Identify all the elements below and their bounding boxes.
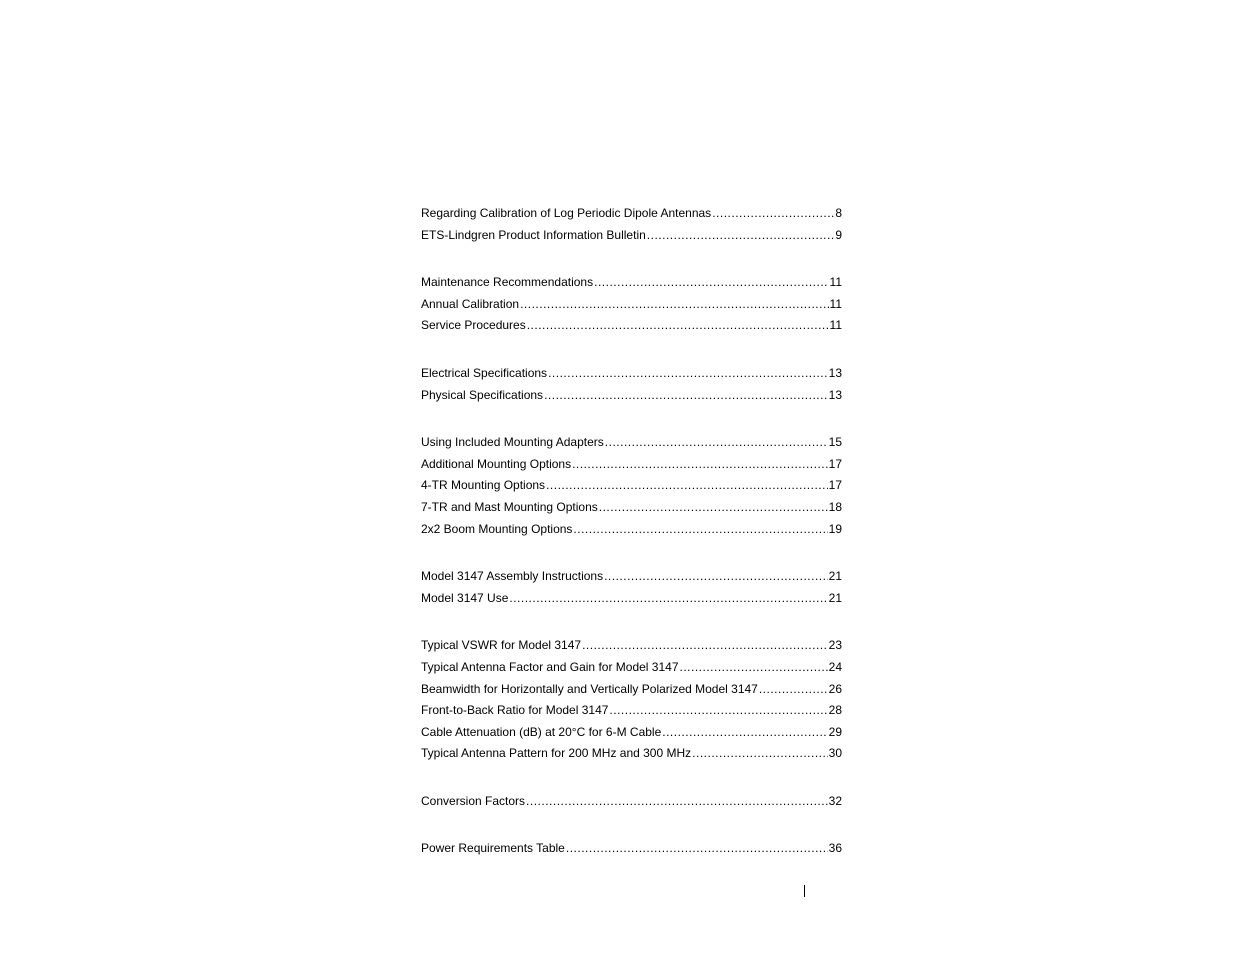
- toc-entry-title: Physical Specifications: [421, 387, 544, 402]
- toc-group: [421, 432, 842, 540]
- toc-entry[interactable]: [421, 743, 842, 765]
- toc-entry-title: Typical Antenna Pattern for 200 MHz and 300 MHz: [421, 746, 692, 761]
- toc-entry[interactable]: [421, 497, 842, 519]
- dot-leader: [546, 475, 828, 497]
- dot-leader: [680, 657, 828, 679]
- toc-group: [421, 363, 842, 406]
- toc-entry-page: 9: [835, 227, 842, 242]
- toc-entry-title: Service Procedures: [421, 318, 526, 333]
- toc-entry-page: 11: [829, 318, 842, 333]
- toc-entry-title: Front-to-Back Ratio for Model 3147: [421, 703, 609, 718]
- page-marker: [804, 885, 805, 897]
- toc-entry-page: 11: [829, 275, 842, 290]
- dot-leader: [566, 838, 828, 860]
- toc-entry[interactable]: [421, 294, 842, 316]
- toc-entry-page: 18: [828, 499, 842, 514]
- dot-leader: [526, 791, 828, 813]
- toc-entry-title: Using Included Mounting Adapters: [421, 435, 604, 450]
- dot-leader: [759, 679, 828, 701]
- toc-entry-title: Electrical Specifications: [421, 365, 548, 380]
- toc-entry-title: Regarding Calibration of Log Periodic Dipole Antennas: [421, 206, 712, 220]
- dot-leader: [527, 315, 829, 337]
- dot-leader: [712, 203, 834, 225]
- toc-entry[interactable]: [421, 203, 842, 225]
- toc-entry-page: 30: [828, 746, 842, 761]
- dot-leader: [692, 743, 827, 765]
- toc-entry-page: 19: [828, 521, 842, 536]
- dot-leader: [604, 566, 828, 588]
- toc-entry[interactable]: [421, 225, 842, 247]
- toc-entry[interactable]: [421, 791, 842, 813]
- toc-entry-title: Additional Mounting Options: [421, 456, 572, 471]
- toc-entry-title: 2x2 Boom Mounting Options: [421, 521, 573, 536]
- toc-entry[interactable]: [421, 679, 842, 701]
- toc-entry[interactable]: [421, 432, 842, 454]
- toc-entry-page: 11: [829, 296, 842, 311]
- toc-entry-page: 21: [828, 569, 842, 584]
- toc-entry-page: 13: [828, 365, 842, 380]
- toc-entry-page: 28: [828, 703, 842, 718]
- toc-entry-page: 17: [828, 456, 842, 471]
- toc-entry-title: 7-TR and Mast Mounting Options: [421, 499, 598, 514]
- toc-entry-page: 23: [828, 638, 842, 653]
- toc-entry[interactable]: [421, 475, 842, 497]
- toc-entry-title: ETS-Lindgren Product Information Bulletin: [421, 227, 646, 242]
- dot-leader: [647, 225, 835, 247]
- toc-entry-title: Model 3147 Assembly Instructions: [421, 569, 604, 584]
- toc-entry[interactable]: [421, 635, 842, 657]
- dot-leader: [544, 385, 828, 407]
- toc-entry[interactable]: [421, 315, 842, 337]
- toc-group: [421, 203, 842, 246]
- dot-leader: [599, 497, 828, 519]
- toc-entry[interactable]: [421, 454, 842, 476]
- toc-entry[interactable]: [421, 566, 842, 588]
- toc-entry-title: Power Requirements Table: [421, 841, 565, 856]
- dot-leader: [605, 432, 828, 454]
- toc-entry[interactable]: [421, 588, 842, 610]
- toc-entry-page: 15: [828, 435, 842, 450]
- toc-group: [421, 838, 842, 860]
- toc-entry[interactable]: [421, 722, 842, 744]
- dot-leader: [662, 722, 827, 744]
- dot-leader: [548, 363, 828, 385]
- toc-entry-title: Conversion Factors: [421, 793, 526, 808]
- toc-entry-page: 21: [828, 590, 842, 605]
- toc-entry-title: Cable Attenuation (dB) at 20°C for 6-M Cable: [421, 724, 662, 739]
- toc-entry-title: Annual Calibration: [421, 296, 520, 311]
- toc-entry[interactable]: [421, 272, 842, 294]
- toc-entry-title: Model 3147 Use: [421, 590, 509, 605]
- toc-entry-title: Typical Antenna Factor and Gain for Model 3147: [421, 659, 679, 674]
- toc-entry-title: Maintenance Recommendations: [421, 275, 594, 290]
- toc-entry[interactable]: [421, 838, 842, 860]
- dot-leader: [573, 519, 827, 541]
- toc-group: [421, 566, 842, 609]
- toc-entry[interactable]: [421, 519, 842, 541]
- toc-entry[interactable]: [421, 700, 842, 722]
- toc-entry-page: 36: [828, 841, 842, 856]
- toc-entry-title: 4-TR Mounting Options: [421, 478, 546, 493]
- toc-entry-page: 32: [828, 793, 842, 808]
- toc-entry-page: 17: [828, 478, 842, 493]
- dot-leader: [509, 588, 827, 610]
- toc-entry-title: Beamwidth for Horizontally and Vertically Polarized Model 3147: [421, 681, 758, 696]
- toc-group: [421, 272, 842, 337]
- toc-entry-title: Typical VSWR for Model 3147: [421, 638, 582, 653]
- toc-group: [421, 635, 842, 765]
- dot-leader: [609, 700, 827, 722]
- dot-leader: [572, 454, 828, 476]
- dot-leader: [520, 294, 828, 316]
- toc-entry-page: 29: [828, 724, 842, 739]
- toc-group: [421, 791, 842, 813]
- dot-leader: [594, 272, 828, 294]
- toc-entry-page: 13: [828, 387, 842, 402]
- dot-leader: [582, 635, 828, 657]
- toc-entry[interactable]: [421, 385, 842, 407]
- table-of-contents: [421, 203, 842, 886]
- toc-entry-page: 8: [835, 206, 842, 220]
- toc-entry[interactable]: [421, 657, 842, 679]
- toc-entry[interactable]: [421, 363, 842, 385]
- toc-entry-page: 26: [828, 681, 842, 696]
- toc-entry-page: 24: [828, 659, 842, 674]
